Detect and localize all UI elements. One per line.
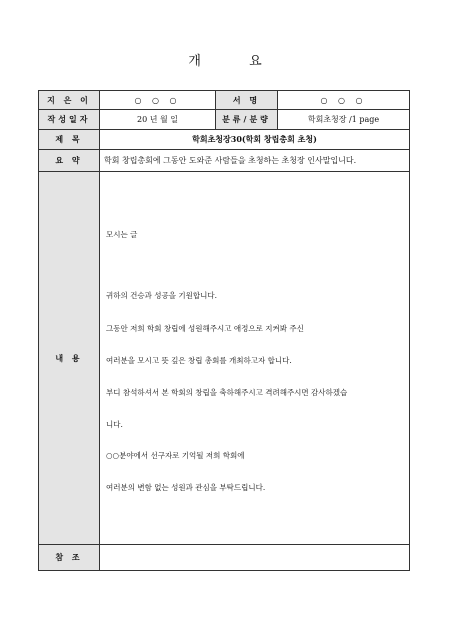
content-area [100,172,410,545]
content-row [39,172,410,545]
content-line: 여러분을 모시고 뜻 깊은 창립 총회를 개최하고자 합니다. [106,356,292,365]
author-row [39,91,410,110]
content-line: ○○분야에서 선구자로 기억될 저희 학회에 [106,451,245,460]
date-label: 작성일자 [39,110,100,130]
subject-row [39,130,410,150]
summary-label: 요 약 [39,150,100,172]
author-label: 지 은 이 [39,91,100,110]
reviewer-value: ○ ○ ○ [278,91,410,110]
reference-row [39,545,410,571]
summary-value: 학회 창립총회에 그동안 도와준 사람들을 초청하는 초청장 인사말입니다. [100,150,410,172]
date-value: 20 년 월 일 [100,110,216,130]
content-line: 니다. [106,420,123,429]
reviewer-label: 서 명 [216,91,278,110]
category-label: 분류/분량 [216,110,278,130]
summary-row [39,150,410,172]
reference-label: 참 조 [39,545,100,571]
content-line: 그동안 저희 학회 창립에 성원해주시고 애정으로 지켜봐 주신 [106,324,304,333]
content-body [104,173,405,543]
date-row [39,110,410,130]
subject-label: 제 목 [39,130,100,150]
content-label: 내 용 [39,172,100,545]
subject-value: 학회초청장30(학회 창립총회 초청) [100,130,410,150]
document-form-table [38,90,410,571]
category-value: 학회초청장 /1 page [278,110,410,130]
content-line: 귀하의 건승과 성공을 기원합니다. [106,291,217,300]
document-title: 개 요 [188,54,284,69]
content-line: 부디 참석하셔서 본 학회의 창립을 축하해주시고 격려해주시면 감사하겠습 [106,388,348,397]
content-line: 모시는 글 [106,230,138,239]
content-line: 여러분의 변함 없는 성원과 관심을 부탁드립니다. [106,483,266,492]
author-value: ○ ○ ○ [100,91,216,110]
reference-value [100,545,410,571]
